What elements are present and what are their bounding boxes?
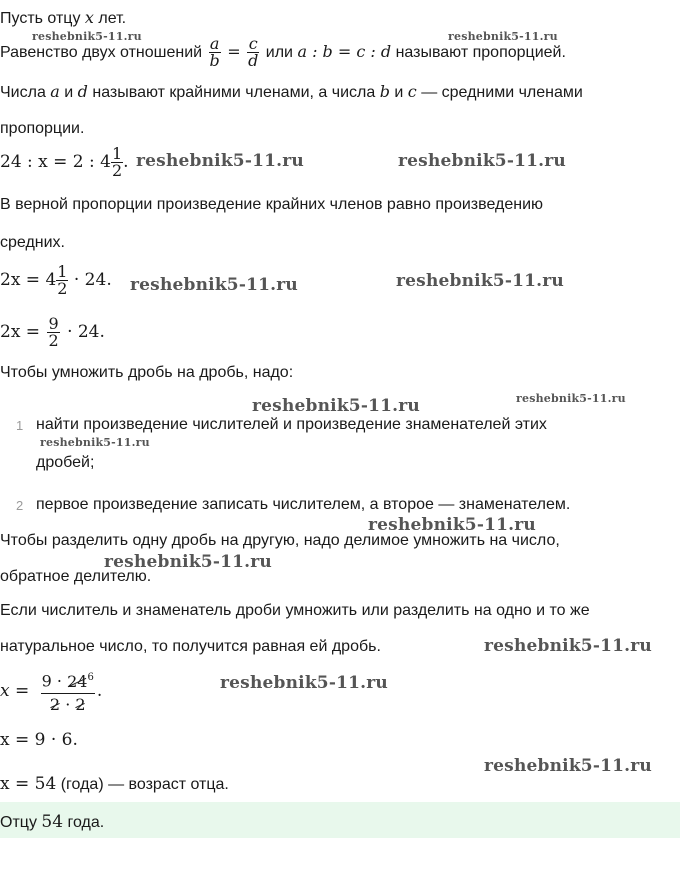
watermark: reshebnik5-11.ru: [398, 151, 566, 171]
para-rule-product: В верной пропорции произведение крайних членов равно произведению: [0, 196, 543, 213]
watermark: reshebnik5-11.ru: [40, 436, 150, 449]
fraction-a-over-b: $\frac{a}{b}$: [209, 34, 220, 71]
para-equal-fraction: Если числитель и знаменатель дроби умножить или разделить на одно и то же: [0, 602, 590, 619]
para-terms: Числа a и d называют крайними членами, а числа b и c — средними членами: [0, 82, 583, 101]
watermark: reshebnik5-11.ru: [220, 673, 388, 693]
equation-step-1: 2x = 4 $\frac{1}{2}$ · 24.: [0, 262, 112, 298]
watermark: reshebnik5-11.ru: [396, 271, 564, 291]
watermark: reshebnik5-11.ru: [136, 151, 304, 171]
para-terms-line2: пропорции.: [0, 120, 85, 137]
watermark: reshebnik5-11.ru: [104, 552, 272, 572]
para-intro: [0, 8, 126, 28]
text: или: [261, 44, 298, 61]
para-multiply-rule: Чтобы умножить дробь на дробь, надо:: [0, 364, 294, 381]
equation-result: x = 54 (года) — возраст отца.: [0, 774, 229, 794]
math-ratio: a : b = c : d: [297, 42, 392, 61]
answer-text: Отцу 54 года.: [0, 812, 105, 832]
equation-proportion: 24 : x = 2 : 4 $\frac{1}{2}$ .: [0, 144, 129, 180]
para-divide-rule: Чтобы разделить одну дробь на другую, надо делимое умножить на число,: [0, 532, 560, 549]
text: Равенство двух отношений: [0, 44, 207, 61]
para-divide-rule-line2: обратное делителю.: [0, 568, 152, 585]
equation-step-2: 2x = $\frac{9}{2}$ · 24.: [0, 314, 105, 350]
list-number: 2: [16, 498, 24, 513]
answer-box: [0, 802, 680, 838]
list-item-1: найти произведение числителей и произведение знаменателей этих: [36, 416, 547, 433]
equation-step-3: x = 9 · 6.: [0, 730, 78, 750]
equation-cancel: x = $\frac{9 \cdot 24^6}{2 \cdot 2}$ .: [0, 671, 103, 714]
watermark: reshebnik5-11.ru: [484, 636, 652, 656]
list-item-1-line2: дробей;: [36, 454, 95, 471]
text: называют пропорцией.: [391, 44, 566, 61]
watermark: reshebnik5-11.ru: [448, 30, 558, 43]
watermark: reshebnik5-11.ru: [368, 515, 536, 535]
text: Пусть отцу: [0, 10, 85, 27]
list-number: 1: [16, 418, 24, 433]
watermark: reshebnik5-11.ru: [130, 275, 298, 295]
watermark: reshebnik5-11.ru: [252, 396, 420, 416]
watermark: reshebnik5-11.ru: [484, 756, 652, 776]
text: лет.: [93, 10, 127, 27]
list-item-2: первое произведение записать числителем, а второе — знаменателем.: [36, 496, 571, 513]
para-rule-product-line2: средних.: [0, 234, 65, 251]
math-var: x: [84, 8, 94, 27]
fraction-c-over-d: $\frac{c}{d}$: [248, 34, 259, 71]
equals-sign: =: [227, 42, 241, 61]
watermark: reshebnik5-11.ru: [32, 30, 142, 43]
watermark: reshebnik5-11.ru: [516, 392, 626, 405]
para-equal-fraction-line2: натуральное число, то получится равная ей дробь.: [0, 638, 381, 655]
